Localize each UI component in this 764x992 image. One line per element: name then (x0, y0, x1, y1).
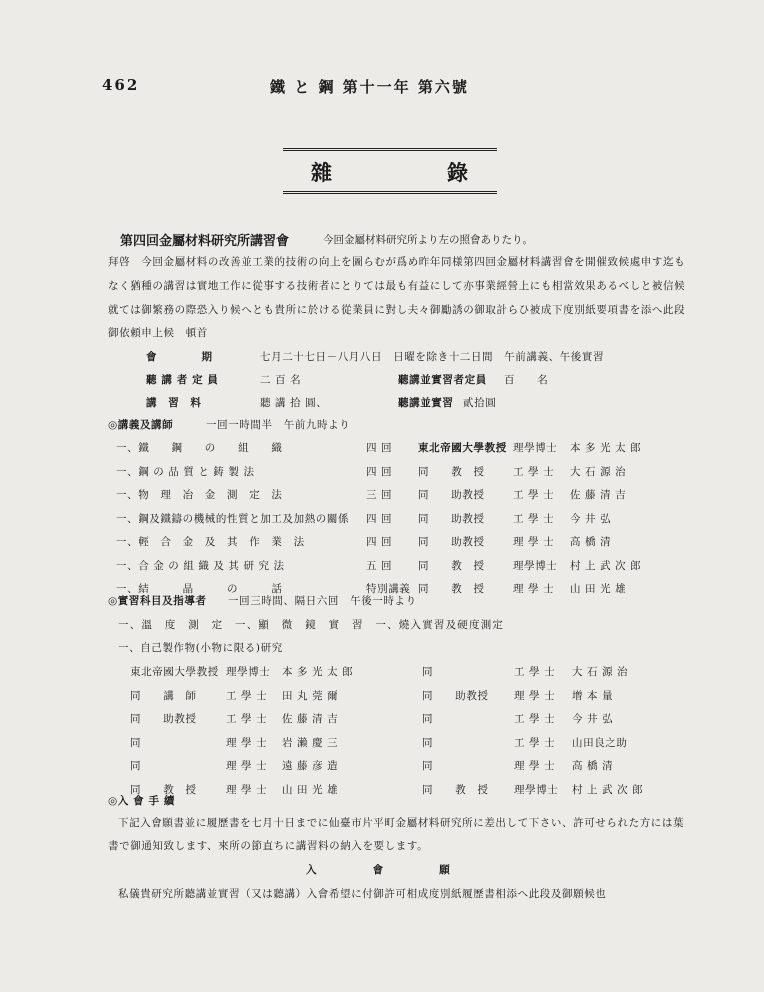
lecture-affil: 同 助教授 (418, 489, 485, 501)
lecture-count: 三 回 (366, 489, 393, 501)
lecture-subject: 一、物 理 冶 金 測 定 法 (116, 489, 283, 501)
lecture-name: 佐 藤 清 吉 (570, 489, 627, 501)
instructor-left-title: 理 學 士 (226, 760, 268, 772)
admission-line: 下記入會願書並に履歷書を七月十日までに仙臺市片平町金屬材料研究所に差出して下さい、許可せられた方には葉 (118, 817, 685, 829)
letter-line: 就ては御繁務の際恐入り候へとも貴所に於ける從業員に對し夫々御勵誘の御取計らひ被成下度別紙要項書を添へ此段 (108, 304, 686, 316)
instructor-left-affil: 同 助教授 (130, 713, 197, 725)
lecture-name: 高 橋 清 (570, 536, 612, 548)
instructor-left-title: 理 學 士 (226, 736, 268, 749)
lecture-subject: 一、鋼 の 品 質 と 鋳 製 法 (116, 465, 255, 478)
practice-heading: ◎實習科目及指導者 (108, 595, 207, 607)
instructor-left-title: 理 學 士 (226, 783, 268, 796)
instructor-right-title: 理 學 士 (514, 760, 556, 772)
instructor-right-title: 理學博士 (514, 783, 559, 796)
instructor-right-affil: 同 教 授 (422, 783, 489, 796)
lecture-name: 村 上 武 次 郎 (570, 559, 642, 572)
lecture-title: 工 學 士 (513, 465, 555, 478)
section-title-left: 雜 (311, 160, 332, 185)
lecture-title: 工 學 士 (513, 512, 555, 525)
lecture-count: 四 回 (366, 536, 393, 548)
instructor-right-name: 大 石 源 治 (572, 666, 629, 678)
admission-heading: ◎入 會 手 續 (108, 795, 175, 807)
instructor-left-name: 田 丸 莞 爾 (282, 689, 339, 702)
instructor-left-name: 岩 瀨 慶 三 (282, 736, 339, 749)
instructor-left-affil: 同 (130, 736, 142, 749)
admission-line: 書で御通知致します、來所の節直ちに講習料の納入を要します。 (108, 840, 429, 852)
lecture-title: 理 學 士 (513, 536, 555, 548)
instructor-right-title: 工 學 士 (514, 736, 556, 749)
instructor-left-name: 本 多 光 太 郎 (282, 666, 354, 678)
lecture-name: 山 田 光 雄 (570, 583, 627, 595)
info-key: 聽 講 者 定 員 (146, 374, 219, 386)
lecture-subject: 一、合 金 の 組 織 及 其 研 究 法 (116, 559, 285, 572)
lecture-title: 理學博士 (513, 559, 558, 572)
lecture-count: 四 回 (366, 465, 393, 478)
info-key: 聽講並實習 (398, 397, 454, 409)
instructor-right-affil: 同 (422, 760, 434, 772)
instructor-right-title: 工 學 士 (514, 666, 556, 678)
lecture-name: 今 井 弘 (570, 512, 612, 525)
instructor-left-affil: 東北帝國大學教授 (130, 666, 219, 678)
page-number: 462 (102, 76, 140, 94)
info-value: 百 名 (504, 374, 549, 386)
instructor-right-name: 村 上 武 次 郎 (572, 783, 644, 796)
lecture-subject: 一、結 晶 の 話 (116, 583, 283, 595)
lecture-name: 大 石 源 治 (570, 465, 627, 478)
lecture-name: 本 多 光 太 郎 (570, 442, 642, 454)
info-value: 聽 講 拾 圓、 (260, 397, 328, 409)
article-heading: 第四回金屬材料研究所講習會 (120, 234, 290, 249)
instructor-left-name: 佐 藤 清 吉 (282, 713, 339, 725)
form-text: 私儀貴研究所聽講並實習（又は聽講）入會希望に付御許可相成度別紙履歷書相添へ此段及御願候也 (118, 888, 607, 900)
letter-line: なく猶種の講習は實地工作に從事する技術者にとりては最も有益にして亦事業經營上にも相當效果あるべしと被信候 (108, 280, 686, 292)
practice-subjects: 一、溫 度 測 定 一、顯 微 鏡 實 習 一、燒入實習及硬度測定 (118, 619, 505, 631)
lecture-subject: 一、輕 合 金 及 其 作 業 法 (116, 536, 305, 548)
lecture-subject: 一、鋼及鐵鑄の機械的性質と加工及加熱の關係 (116, 512, 350, 525)
info-value: 七月二十七日－八月八日 日曜を除き十二日間 午前講義、午後實習 (260, 351, 605, 363)
instructor-right-name: 增 本 量 (572, 689, 614, 702)
instructor-right-affil: 同 (422, 736, 434, 749)
info-value: 貳拾圓 (463, 397, 497, 409)
lecture-count: 特別講義 (366, 583, 411, 595)
lecture-affil: 東北帝國大學教授 (418, 442, 507, 454)
practice-extra: 一、自己製作物(小物に限る)研究 (118, 642, 283, 654)
running-header: 鐵 と 鋼 第十一年 第六號 (270, 78, 469, 96)
form-title: 入 會 願 (306, 864, 451, 876)
instructor-right-title: 工 學 士 (514, 713, 556, 725)
instructor-left-affil: 同 講 師 (130, 689, 197, 702)
info-value: 二 百 名 (260, 374, 302, 386)
instructor-left-name: 遠 藤 彦 造 (282, 760, 339, 772)
article-heading-note: 今回金屬材料研究所より左の照會ありたり。 (323, 234, 533, 246)
info-key: 講 習 料 (146, 397, 202, 409)
lecture-affil: 同 教 授 (418, 583, 485, 595)
instructor-left-title: 理學博士 (226, 666, 271, 678)
lecture-title: 工 學 士 (513, 489, 555, 501)
lecture-affil: 同 教 授 (418, 559, 485, 572)
info-key: 會 期 (146, 351, 213, 363)
info-key: 聽講並實習者定員 (398, 374, 487, 386)
instructor-left-affil: 同 (130, 760, 142, 772)
lecture-count: 五 回 (366, 559, 393, 572)
instructor-left-affil: 同 教 授 (130, 783, 197, 796)
lectures-heading: ◎講義及講師 (108, 419, 174, 431)
lecture-affil: 同 教 授 (418, 465, 485, 478)
lecture-count: 四 回 (366, 512, 393, 525)
lecture-affil: 同 助教授 (418, 512, 485, 525)
lecture-count: 四 回 (366, 442, 393, 454)
instructor-left-title: 工 學 士 (226, 689, 268, 702)
letter-line: 拜啓 今回金屬材料の改善並工業的技術の向上を圖らむが爲め昨年同様第四回金屬材料講習會を開催致候處申す迄も (108, 256, 686, 268)
instructor-right-affil: 同 助教授 (422, 689, 489, 702)
lecture-title: 理學博士 (513, 442, 558, 454)
lectures-note: 一回一時間半 午前九時より (206, 419, 351, 431)
instructor-right-name: 高 橋 清 (572, 760, 614, 772)
letter-line: 御依頼申上候 頓首 (108, 327, 208, 339)
lecture-subject: 一、鐵 鋼 の 組 織 (116, 442, 283, 454)
instructor-left-title: 工 學 士 (226, 713, 268, 725)
lecture-title: 理 學 士 (513, 583, 555, 595)
section-title-right: 錄 (447, 160, 468, 185)
practice-note: 一回三時間、隔日六回 午後一時より (228, 595, 417, 607)
section-title-box (283, 148, 497, 194)
instructor-right-name: 山田良之助 (572, 736, 628, 749)
instructor-right-title: 理 學 士 (514, 689, 556, 702)
instructor-right-affil: 同 (422, 666, 434, 678)
instructor-left-name: 山 田 光 雄 (282, 783, 339, 796)
instructor-right-affil: 同 (422, 713, 434, 725)
lecture-affil: 同 助教授 (418, 536, 485, 548)
instructor-right-name: 今 井 弘 (572, 713, 614, 725)
